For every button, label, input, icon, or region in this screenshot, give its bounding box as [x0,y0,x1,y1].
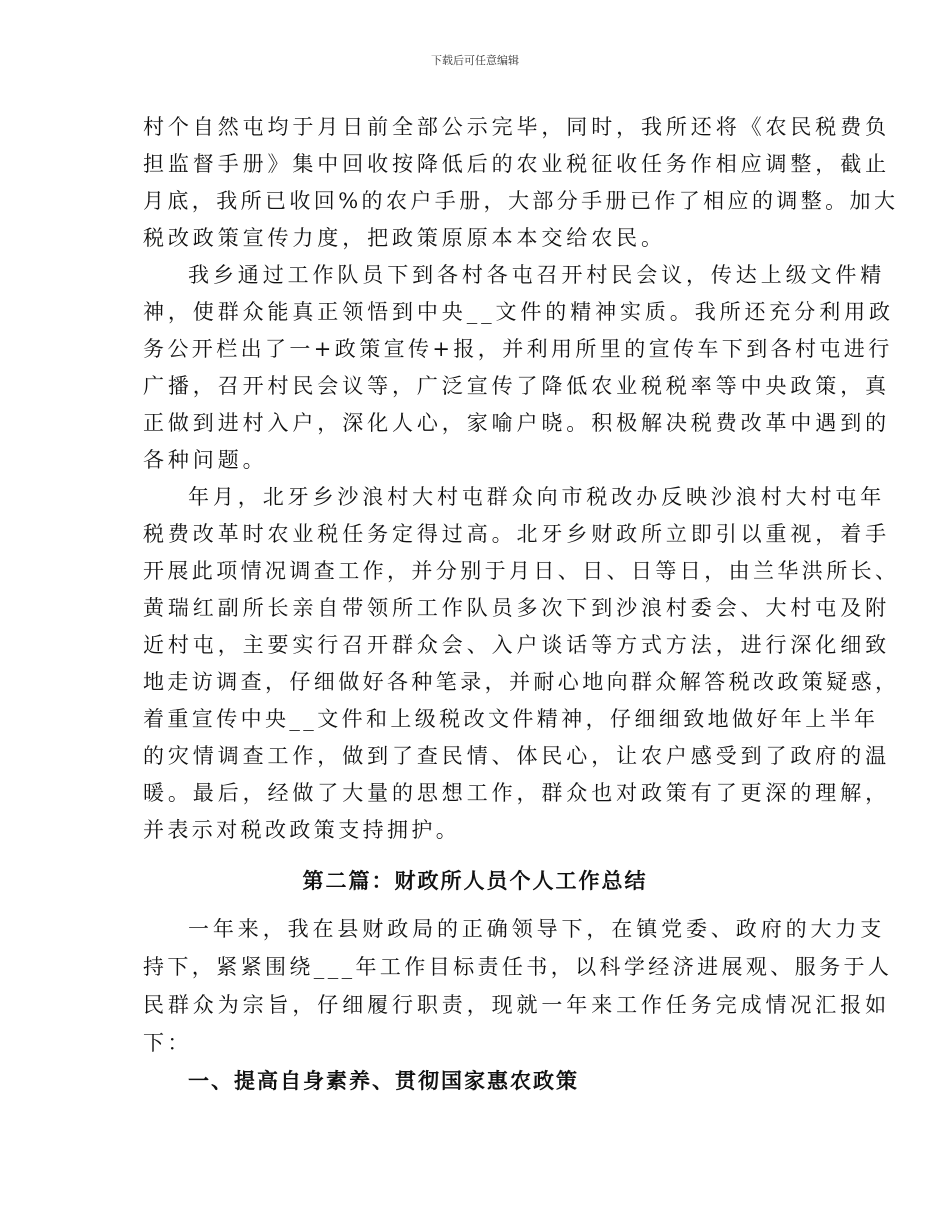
paragraph-1-line-2: 担监督手册》集中回收按降低后的农业税征收任务作相应调整，截止 [143,152,890,176]
paragraph-2-line-2: 神，使群众能真正领悟到中央__文件的精神实质。我所还充分利用政 [143,300,894,324]
section-title: 第二篇：财政所人员个人工作总结 [302,868,648,893]
paragraph-3-line-1: 年月，北牙乡沙浪村大村屯群众向市税改办反映沙浪村大村屯年 [188,485,886,509]
intro-line-4: 下： [143,1031,192,1055]
paragraph-1-line-1: 村个自然屯均于月日前全部公示完毕，同时，我所还将《农民税费负 [143,115,890,139]
paragraph-3-line-10: 并表示对税改政策支持拥护。 [143,818,461,842]
paragraph-3-line-4: 黄瑞红副所长亲自带领所工作队员多次下到沙浪村委会、大村屯及附 [143,596,890,620]
intro-line-2: 持下，紧紧围绕___年工作目标责任书，以科学经济进展观、服务于人 [143,955,893,979]
paragraph-2-line-3: 务公开栏出了一+政策宣传+报，并利用所里的宣传车下到各村屯进行 [143,337,893,361]
paragraph-3-line-2: 税费改革时农业税任务定得过高。北牙乡财政所立即引以重视，着手 [143,522,890,546]
paragraph-3-line-5: 近村屯，主要实行召开群众会、入户谈话等方式方法，进行深化细致 [143,633,890,657]
page-header: 下载后可任意编辑 [431,54,519,67]
paragraph-1-line-4: 税改政策宣传力度，把政策原原本本交给农民。 [143,226,666,250]
subsection-title: 一、提高自身素养、贯彻国家惠农政策 [188,1068,579,1093]
intro-line-1: 一年来，我在县财政局的正确领导下，在镇党委、政府的大力支 [188,917,886,941]
paragraph-2-line-5: 正做到进村入户，深化人心，家喻户晓。积极解决税费改革中遇到的 [143,411,890,435]
paragraph-2-line-1: 我乡通过工作队员下到各村各屯召开村民会议，传达上级文件精 [188,263,886,287]
paragraph-3-line-3: 开展此项情况调查工作，并分别于月日、日、日等日，由兰华洪所长、 [143,559,900,583]
paragraph-3-line-7: 着重宣传中央__文件和上级税改文件精神，仔细细致地做好年上半年 [143,707,879,731]
paragraph-3-line-6: 地走访调查，仔细做好各种笔录，并耐心地向群众解答税改政策疑惑， [143,670,900,694]
intro-line-3: 民群众为宗旨，仔细履行职责，现就一年来工作任务完成情况汇报如 [143,993,890,1017]
paragraph-3-line-9: 暖。最后，经做了大量的思想工作，群众也对政策有了更深的理解， [143,781,890,805]
paragraph-1-line-3: 月底，我所已收回%的农户手册，大部分手册已作了相应的调整。加大 [143,189,899,213]
paragraph-3-line-8: 的灾情调查工作，做到了查民情、体民心，让农户感受到了政府的温 [143,744,890,768]
paragraph-2-line-6: 各种问题。 [143,448,268,472]
paragraph-2-line-4: 广播，召开村民会议等，广泛宣传了降低农业税税率等中央政策，真 [143,374,890,398]
